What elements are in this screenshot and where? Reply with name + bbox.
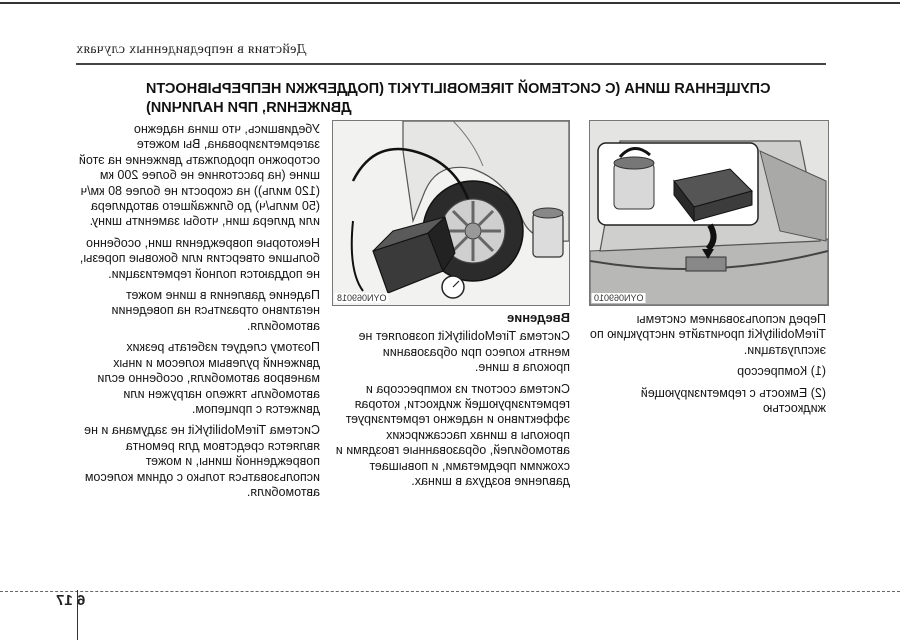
inset-bottle-shape [614,163,654,209]
introduction-heading: Введение [507,310,570,325]
footer-rule [0,591,900,592]
page-number: 6 17 [56,592,86,609]
sealant-bottle-shape [533,213,563,257]
top-rule [0,2,900,4]
figure-code: OYN069010 [594,293,644,303]
figure-kit-in-trunk [589,120,829,306]
trunk-kit-illustration [590,121,828,305]
list-item-compressor: (1) Компрессор [737,364,826,379]
paragraph-intro: Система TireMobilityKit позволяет не менять колесо при образовании прокола в шине. [358,329,570,375]
paragraph-not-a-repair: Система TireMobilityKit не задумана и не является средством для ремонта поврежденной шины, и может использоваться только с одним колесом автомобиля. [84,423,320,499]
paragraph-damage-limits: Некоторые повреждения шин, особенно большие отверстия или боковые порезы, не поддаются полной герметизации. [79,235,320,281]
paragraph-read-manual: Перед использованием системы TireMobilityKit прочитайте инструкцию по эксплуатации. [589,312,826,357]
list-item-sealant-bottle: (2) Емкость с герметизирующей жидкостью [640,385,826,416]
section-title-line-1: СПУЩЕННАЯ ШИНА (С СИСТЕМОЙ TIREMOBILITYKIT (ПОДДЕРЖКИ НЕПРЕРЫВНОСТИ [146,81,771,97]
paragraph-pressure-loss: Падение давления в шине может негативно отразиться на поведении автомобиля. [111,288,320,333]
paragraph-avoid-maneuvers: Поэтому следует избегать резких движений рулевым колесом и иных маневров автомобиля, особенно если автомобиль тяжело нагружен или движется с прицепом. [97,340,320,416]
right-column [588,312,826,422]
left-column [76,122,320,506]
header-rule [76,63,826,65]
middle-column [334,310,570,495]
section-title-line-2: ДВИЖЕНИЯ, ПРИ НАЛИЧИИ) [146,100,352,116]
figure-code: OYN069018 [337,293,387,303]
paragraph-system-components: Система состоит из компрессора и герметизирующей жидкости, которая эффективно и надежно герметизирует проколы в шинах пассажирских автомобилей, образованные гвоздями и схожими предметами, и повышает давление воздуха в шинах. [335,381,570,489]
figure-compressor-on-wheel [332,120,570,306]
paragraph-seal-and-drive: Убедившись, что шина надежно загерметизирована, Вы можете осторожно продолжать движение на этой шине (на расстояние не более 200 км (120 миль)) на скорости не более 80 км/ч (50 миль/ч) до ближайшего автодилера или дилера шин, чтобы заменить шину. [78,122,320,229]
compressor-wheel-illustration [333,121,569,305]
section-title [146,80,826,118]
running-header: Действия в непредвиденных случаях [76,42,307,57]
